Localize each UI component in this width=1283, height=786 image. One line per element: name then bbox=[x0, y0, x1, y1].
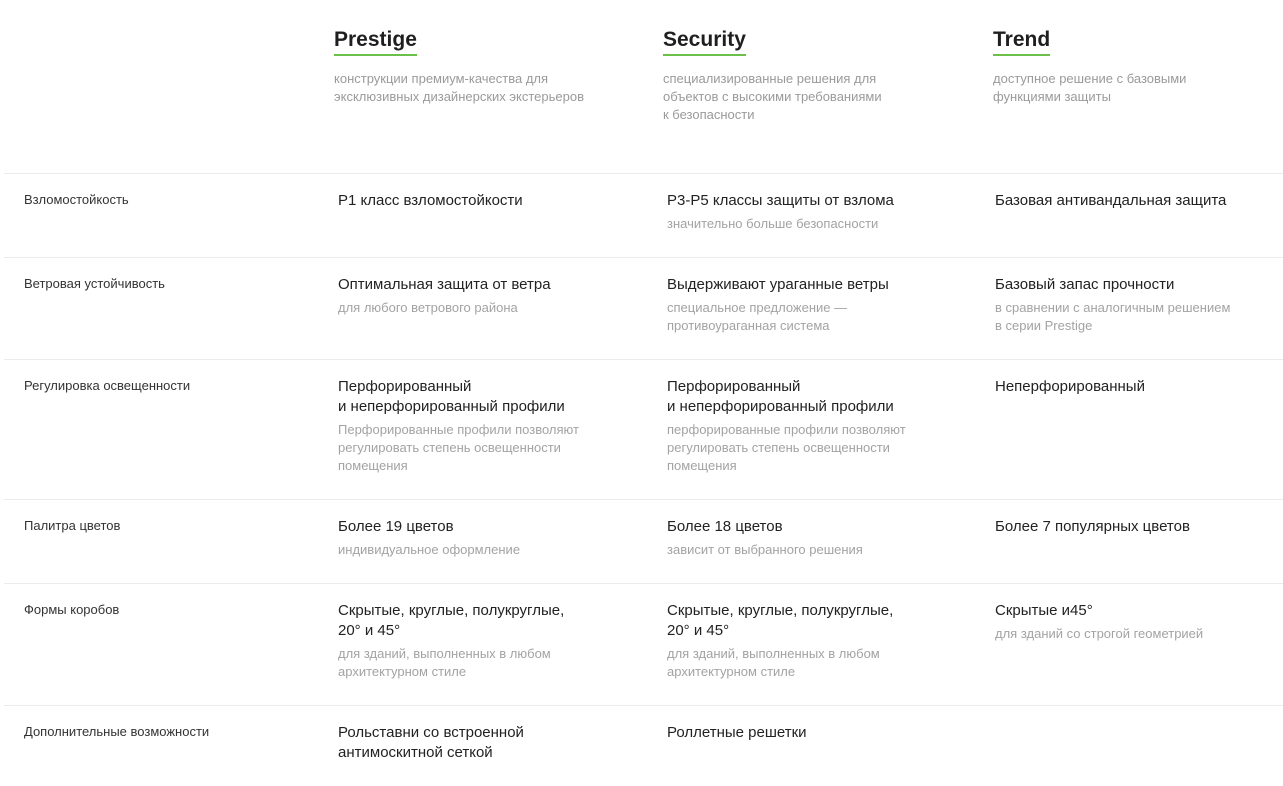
cell-note: зависит от выбранного решения bbox=[667, 542, 863, 557]
table-cell bbox=[995, 275, 1283, 335]
table-cell bbox=[995, 191, 1283, 211]
cell-title: Базовый запас прочности bbox=[995, 276, 1175, 293]
table-cell bbox=[338, 517, 628, 559]
cell-title: Перфорированный и неперфорированный профили bbox=[338, 378, 565, 415]
cell-title: Оптимальная защита от ветра bbox=[338, 276, 551, 293]
table-cell bbox=[667, 275, 957, 335]
cell-title: Р1 класс взломостойкости bbox=[338, 192, 523, 209]
row-label: Формы коробов bbox=[24, 602, 120, 617]
series-description: доступное решение с базовыми функциями защиты bbox=[993, 71, 1187, 104]
cell-note: в сравнении с аналогичным решением в серии Prestige bbox=[995, 300, 1231, 333]
cell-note: индивидуальное оформление bbox=[338, 542, 521, 557]
cell-note: для зданий, выполненных в любом архитектурном стиле bbox=[338, 646, 551, 679]
cell-title: Базовая антивандальная защита bbox=[995, 192, 1227, 209]
table-row-box-shapes bbox=[4, 583, 1283, 705]
series-title: Security bbox=[663, 28, 746, 56]
table-cell bbox=[995, 377, 1283, 397]
series-header-security bbox=[663, 28, 933, 124]
cell-title: Выдерживают ураганные ветры bbox=[667, 276, 889, 293]
cell-note: перфорированные профили позволяют регулировать степень освещенности помещения bbox=[667, 422, 906, 473]
table-cell bbox=[338, 377, 628, 475]
cell-title: Более 18 цветов bbox=[667, 518, 783, 535]
table-cell bbox=[995, 517, 1283, 537]
cell-title: Более 19 цветов bbox=[338, 518, 454, 535]
row-label: Ветровая устойчивость bbox=[24, 276, 165, 291]
cell-title: Роллетные решетки bbox=[667, 724, 807, 741]
row-label: Взломостойкость bbox=[24, 192, 129, 207]
series-title: Prestige bbox=[334, 28, 417, 56]
cell-note: для любого ветрового района bbox=[338, 300, 518, 315]
table-cell bbox=[667, 377, 957, 475]
cell-title: Перфорированный и неперфорированный профили bbox=[667, 378, 894, 415]
table-cell bbox=[667, 601, 957, 681]
table-cell bbox=[338, 601, 628, 681]
cell-title: Скрытые, круглые, полукруглые, 20° и 45° bbox=[667, 602, 894, 639]
cell-title: Р3-Р5 классы защиты от взлома bbox=[667, 192, 894, 209]
cell-title: Скрытые, круглые, полукруглые, 20° и 45° bbox=[338, 602, 565, 639]
table-cell bbox=[667, 191, 957, 233]
cell-note: Перфорированные профили позволяют регулировать степень освещенности помещения bbox=[338, 422, 579, 473]
cell-note: для зданий, выполненных в любом архитектурном стиле bbox=[667, 646, 880, 679]
cell-title: Неперфорированный bbox=[995, 378, 1145, 395]
series-header-prestige bbox=[334, 28, 604, 106]
table-row-wind-resistance bbox=[4, 257, 1283, 359]
series-title: Trend bbox=[993, 28, 1050, 56]
comparison-table bbox=[4, 173, 1283, 786]
cell-title: Более 7 популярных цветов bbox=[995, 518, 1190, 535]
cell-title: Скрытые и45° bbox=[995, 602, 1093, 619]
row-label: Дополнительные возможности bbox=[24, 724, 210, 739]
table-cell bbox=[338, 275, 628, 317]
series-description: специализированные решения для объектов с высокими требованиями к безопасности bbox=[663, 71, 882, 122]
table-cell bbox=[995, 601, 1283, 643]
table-row-additional-features bbox=[4, 705, 1283, 786]
cell-note: для зданий со строгой геометрией bbox=[995, 626, 1204, 641]
table-cell bbox=[338, 191, 628, 211]
cell-title: Рольставни со встроенной антимоскитной сеткой bbox=[338, 724, 524, 761]
cell-note: значительно больше безопасности bbox=[667, 216, 879, 231]
cell-note: специальное предложение — противоураганная система bbox=[667, 300, 848, 333]
table-cell bbox=[667, 517, 957, 559]
comparison-header bbox=[0, 0, 1283, 174]
row-label: Палитра цветов bbox=[24, 518, 121, 533]
table-row-burglar-resistance bbox=[4, 173, 1283, 257]
table-row-light-control bbox=[4, 359, 1283, 499]
table-row-color-palette bbox=[4, 499, 1283, 583]
table-cell bbox=[338, 723, 628, 763]
series-header-trend bbox=[993, 28, 1263, 106]
table-cell bbox=[667, 723, 957, 743]
row-label: Регулировка освещенности bbox=[24, 378, 191, 393]
series-description: конструкции премиум-качества для эксклюзивных дизайнерских экстерьеров bbox=[334, 71, 585, 104]
